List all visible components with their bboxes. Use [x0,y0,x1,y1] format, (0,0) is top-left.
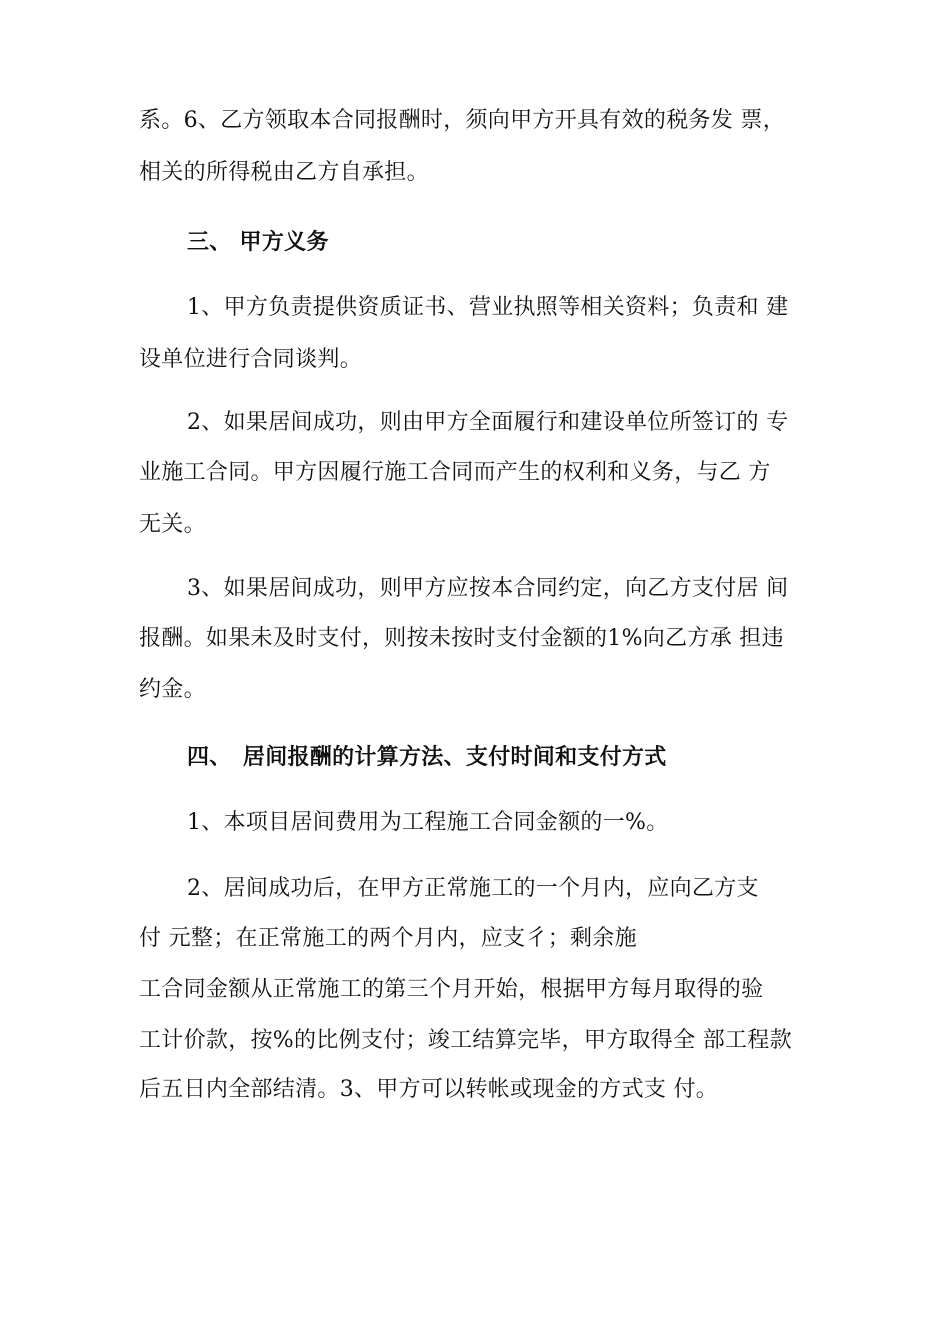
paragraph-line: 2、如果居间成功，则由甲方全面履行和建设单位所签订的 专 [187,410,789,435]
paragraph-line: 工计价款，按%的比例支付；竣工结算完毕，甲方取得全 部工程款 [139,1028,792,1053]
section-heading-3: 三、 甲方义务 [187,229,329,255]
paragraph-line: 1、本项目居间费用为工程施工合同金额的一%。 [187,810,669,835]
paragraph-line: 付 元整；在正常施工的两个月内，应支彳；剩余施 [139,926,637,951]
paragraph-line: 1、甲方负责提供资质证书、营业执照等相关资料；负责和 建 [187,295,789,320]
paragraph-line: 约金。 [139,677,206,702]
paragraph-line: 设单位进行合同谈判。 [139,347,363,372]
paragraph-line: 报酬。如果未及时支付，则按未按时支付金额的1%向乙方承 担违 [139,626,784,651]
paragraph-line: 3、如果居间成功，则甲方应按本合同约定，向乙方支付居 间 [187,576,789,601]
paragraph-line: 系。6、乙方领取本合同报酬时，须向甲方开具有效的税务发 票， [139,108,785,133]
paragraph-line: 工合同金额从正常施工的第三个月开始，根据甲方每月取得的验 [139,977,764,1002]
paragraph-line: 相关的所得税由乙方自承担。 [139,160,429,185]
paragraph-line: 无关。 [139,512,206,537]
paragraph-line: 业施工合同。甲方因履行施工合同而产生的权利和义务，与乙 方 [139,460,771,485]
paragraph-line: 后五日内全部结清。3、甲方可以转帐或现金的方式支 付。 [139,1077,719,1102]
section-heading-4: 四、 居间报酬的计算方法、支付时间和支付方式 [187,744,667,770]
paragraph-line: 2、居间成功后，在甲方正常施工的一个月内，应向乙方支 [187,876,759,901]
